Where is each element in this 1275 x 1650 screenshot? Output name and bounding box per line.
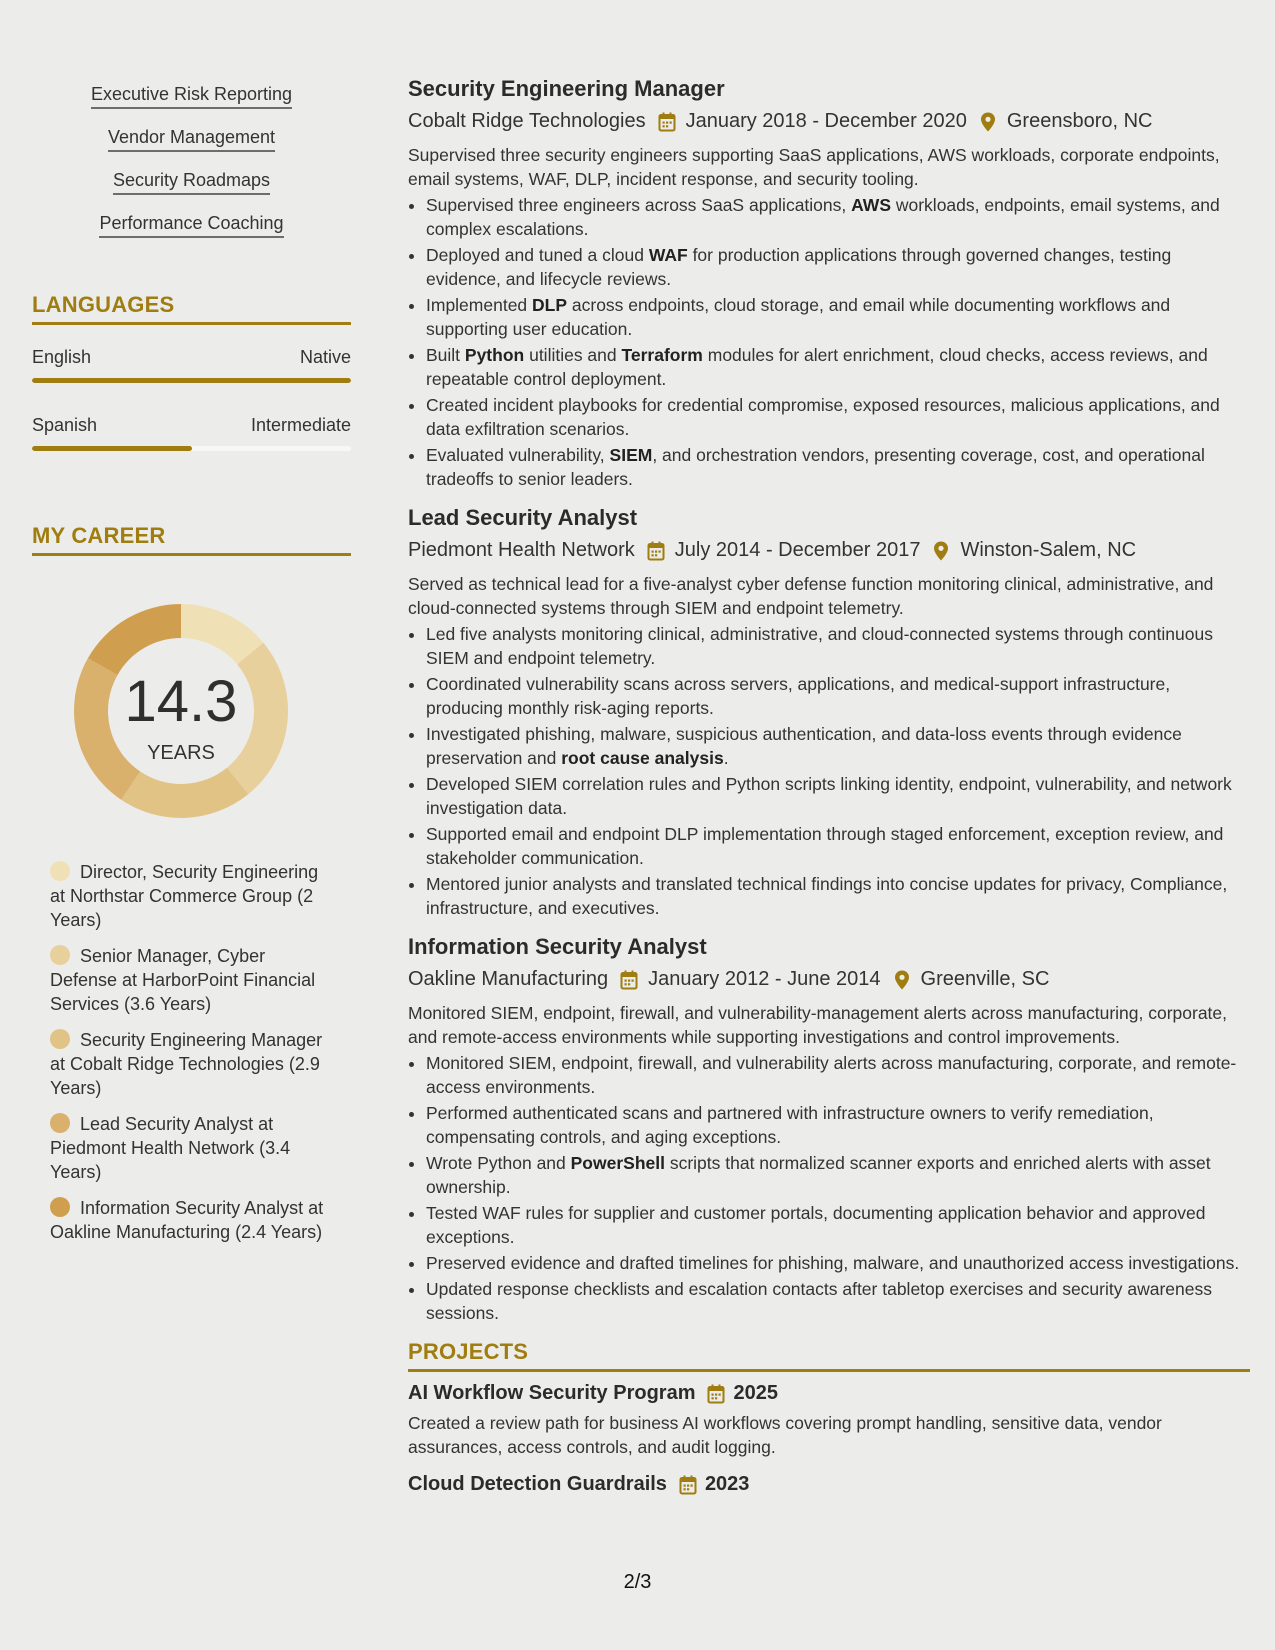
language-level: Native	[299, 347, 351, 367]
bullet-text: Developed SIEM correlation rules and Python scripts linking identity, endpoint, vulnerability, and network investigation data.	[426, 774, 1232, 818]
bullet-keyword: Python	[464, 345, 525, 365]
job-bullet	[426, 722, 1250, 770]
bullet-text: Led five analysts monitoring clinical, administrative, and cloud-connected systems through continuous SIEM and endpoint telemetry.	[426, 624, 1213, 668]
languages-heading: LANGUAGES	[32, 292, 351, 325]
job-meta	[408, 968, 1250, 991]
project-title: AI Workflow Security Program	[408, 1382, 696, 1404]
bullet-text: Mentored junior analysts and translated technical findings into concise updates for privacy, Compliance, infrastructure, and executives.	[426, 874, 1228, 918]
bullet-keyword: WAF	[648, 245, 688, 265]
languages-section	[32, 292, 351, 451]
career-total-unit: YEARS	[147, 742, 215, 764]
job-bullet	[426, 672, 1250, 720]
job-entry	[408, 934, 1250, 1325]
projects-list	[408, 1382, 1250, 1496]
job-bullet	[426, 1101, 1250, 1149]
legend-dot	[50, 1197, 70, 1217]
job-summary: Supervised three security engineers supporting SaaS applications, AWS workloads, corporate endpoints, email systems, WAF, DLP, incident response, and security tooling.	[408, 145, 1220, 189]
project-title: Cloud Detection Guardrails	[408, 1473, 667, 1495]
language-name: English	[32, 347, 92, 367]
bullet-keyword: SIEM	[609, 445, 653, 465]
job-bullets	[408, 1051, 1250, 1325]
bullet-keyword: PowerShell	[570, 1153, 665, 1173]
job-meta	[408, 110, 1250, 133]
donut-segment	[121, 768, 248, 818]
donut-segment	[88, 604, 181, 675]
legend-dot	[50, 945, 70, 965]
job-title: Information Security Analyst	[408, 934, 707, 959]
skill-tag: Performance Coaching	[99, 213, 283, 238]
career-legend-label: Senior Manager, Cyber Defense at HarborPoint Financial Services (3.6 Years)	[50, 946, 316, 1014]
job-meta	[408, 539, 1250, 562]
job-bullet	[426, 622, 1250, 670]
career-legend	[50, 860, 330, 1244]
bullet-text: across endpoints, cloud storage, and email while documenting workflows and supporting user education.	[426, 295, 1171, 339]
skill-tag: Security Roadmaps	[113, 170, 270, 195]
career-legend-item	[50, 944, 330, 1016]
legend-dot	[50, 861, 70, 881]
job-bullets	[408, 622, 1250, 920]
project-title-row	[408, 1382, 1250, 1405]
project-description: Created a review path for business AI workflows covering prompt handling, sensitive data, vendor assurances, access controls, and audit logging.	[408, 1413, 1162, 1457]
project-entry	[408, 1473, 1250, 1496]
bullet-keyword: root cause analysis	[561, 748, 724, 768]
bullet-keyword: DLP	[532, 295, 568, 315]
bullet-text: Monitored SIEM, endpoint, firewall, and vulnerability alerts across manufacturing, corporate, and remote-access environments.	[426, 1053, 1237, 1097]
job-bullet	[426, 393, 1250, 441]
project-entry	[408, 1382, 1250, 1459]
skill-tags	[32, 84, 351, 256]
job-title: Lead Security Analyst	[408, 505, 638, 530]
bullet-text: Coordinated vulnerability scans across servers, applications, and medical-support infrastructure, producing monthly risk-aging reports.	[426, 674, 1171, 718]
language-bar-fill	[32, 378, 351, 383]
job-bullet	[426, 293, 1250, 341]
job-dates: January 2018 - December 2020	[685, 110, 967, 132]
project-year: 2023	[704, 1473, 750, 1495]
calendar-icon	[647, 541, 665, 561]
job-bullet	[426, 443, 1250, 491]
bullet-text: Performed authenticated scans and partnered with infrastructure owners to verify remediation, compensating controls, and aging exceptions.	[426, 1103, 1154, 1147]
company-name: Piedmont Health Network	[408, 539, 635, 561]
career-legend-label: Lead Security Analyst at Piedmont Health Network (3.4 Years)	[50, 1114, 291, 1182]
bullet-text: , and orchestration vendors, presenting coverage, cost, and operational tradeoffs to senior leaders.	[426, 445, 1205, 489]
bullet-text: utilities and	[524, 345, 622, 365]
career-legend-label: Information Security Analyst at Oakline Manufacturing (2.4 Years)	[50, 1198, 324, 1242]
job-location: Greensboro, NC	[1006, 110, 1153, 132]
skill-tag: Executive Risk Reporting	[91, 84, 292, 109]
bullet-text: Supervised three engineers across SaaS applications,	[426, 195, 852, 215]
language-bar	[32, 446, 351, 451]
left-column	[32, 84, 351, 1256]
page-number: 2/3	[623, 1571, 652, 1593]
bullet-text: Evaluated vulnerability,	[426, 445, 610, 465]
job-bullet	[426, 1251, 1250, 1275]
career-legend-label: Director, Security Engineering at Northstar Commerce Group (2 Years)	[50, 862, 319, 930]
map-pin-icon	[893, 970, 911, 990]
career-heading: MY CAREER	[32, 523, 351, 556]
bullet-text: for production applications through governed changes, testing evidence, and lifecycle reviews.	[426, 245, 1172, 289]
bullet-text: Created incident playbooks for credential compromise, exposed resources, malicious applications, and data exfiltration scenarios.	[426, 395, 1220, 439]
job-location: Greenville, SC	[920, 968, 1050, 990]
bullet-text: scripts that normalized scanner exports and enriched alerts with asset ownership.	[426, 1153, 1211, 1197]
job-bullets	[408, 193, 1250, 491]
bullet-keyword: Terraform	[621, 345, 703, 365]
job-entry	[408, 505, 1250, 920]
job-bullet	[426, 772, 1250, 820]
right-column	[408, 76, 1250, 1496]
career-total-years: 14.3	[124, 669, 238, 734]
experience-list	[408, 76, 1250, 1325]
calendar-icon	[707, 1384, 725, 1404]
job-entry	[408, 76, 1250, 491]
bullet-text: workloads, endpoints, email systems, and complex escalations.	[426, 195, 1220, 239]
map-pin-icon	[932, 541, 950, 561]
job-bullet	[426, 1151, 1250, 1199]
project-year: 2025	[733, 1382, 778, 1404]
bullet-text: Tested WAF rules for supplier and customer portals, documenting application behavior and approved exceptions.	[426, 1203, 1206, 1247]
language-level: Intermediate	[250, 415, 351, 435]
bullet-text: Built	[426, 345, 465, 365]
bullet-text: Supported email and endpoint DLP implementation through staged enforcement, exception review, and stakeholder communication.	[426, 824, 1224, 868]
map-pin-icon	[979, 112, 997, 132]
job-location: Winston-Salem, NC	[960, 539, 1137, 561]
job-bullet	[426, 1051, 1250, 1099]
language-bar	[32, 378, 351, 383]
projects-heading: PROJECTS	[408, 1339, 1250, 1372]
bullet-keyword: AWS	[851, 195, 891, 215]
job-bullet	[426, 193, 1250, 241]
calendar-icon	[679, 1475, 697, 1495]
calendar-icon	[658, 112, 676, 132]
job-summary: Monitored SIEM, endpoint, firewall, and vulnerability-management alerts across manufacturing, corporate, and remote-access environments while supporting investigations and control improvements.	[408, 1003, 1228, 1047]
job-bullet	[426, 1201, 1250, 1249]
job-bullet	[426, 243, 1250, 291]
bullet-text: modules for alert enrichment, cloud checks, access reviews, and repeatable control deployment.	[426, 345, 1208, 389]
career-legend-label: Security Engineering Manager at Cobalt Ridge Technologies (2.9 Years)	[50, 1030, 323, 1098]
career-donut-chart	[66, 596, 296, 826]
bullet-text: Updated response checklists and escalation contacts after tabletop exercises and security awareness sessions.	[426, 1279, 1212, 1323]
language-item	[32, 415, 351, 451]
company-name: Cobalt Ridge Technologies	[408, 110, 646, 132]
language-name: Spanish	[32, 415, 98, 435]
job-bullet	[426, 822, 1250, 870]
career-legend-item	[50, 1112, 330, 1184]
company-name: Oakline Manufacturing	[408, 968, 609, 990]
bullet-text: Preserved evidence and drafted timelines for phishing, malware, and unauthorized access investigations.	[426, 1253, 1240, 1273]
job-bullet	[426, 872, 1250, 920]
job-title: Security Engineering Manager	[408, 76, 725, 101]
legend-dot	[50, 1113, 70, 1133]
bullet-text: Deployed and tuned a cloud	[426, 245, 649, 265]
job-bullet	[426, 1277, 1250, 1325]
language-bar-fill	[32, 446, 192, 451]
bullet-text: Wrote Python and	[426, 1153, 571, 1173]
project-title-row	[408, 1473, 1250, 1496]
bullet-text: .	[723, 748, 729, 768]
projects-section	[408, 1339, 1250, 1496]
career-legend-item	[50, 1196, 330, 1244]
skill-tag: Vendor Management	[108, 127, 275, 152]
career-legend-item	[50, 1028, 330, 1100]
job-dates: January 2012 - June 2014	[648, 968, 881, 990]
career-section	[32, 523, 351, 1244]
bullet-text: Investigated phishing, malware, suspicious authentication, and data-loss events through evidence preservation and	[426, 724, 1182, 768]
calendar-icon	[620, 970, 638, 990]
legend-dot	[50, 1029, 70, 1049]
bullet-text: Implemented	[426, 295, 533, 315]
career-legend-item	[50, 860, 330, 932]
job-dates: July 2014 - December 2017	[674, 539, 921, 561]
job-bullet	[426, 343, 1250, 391]
job-summary: Served as technical lead for a five-analyst cyber defense function monitoring clinical, administrative, and cloud-connected systems through SIEM and endpoint telemetry.	[408, 574, 1214, 618]
language-item	[32, 347, 351, 383]
